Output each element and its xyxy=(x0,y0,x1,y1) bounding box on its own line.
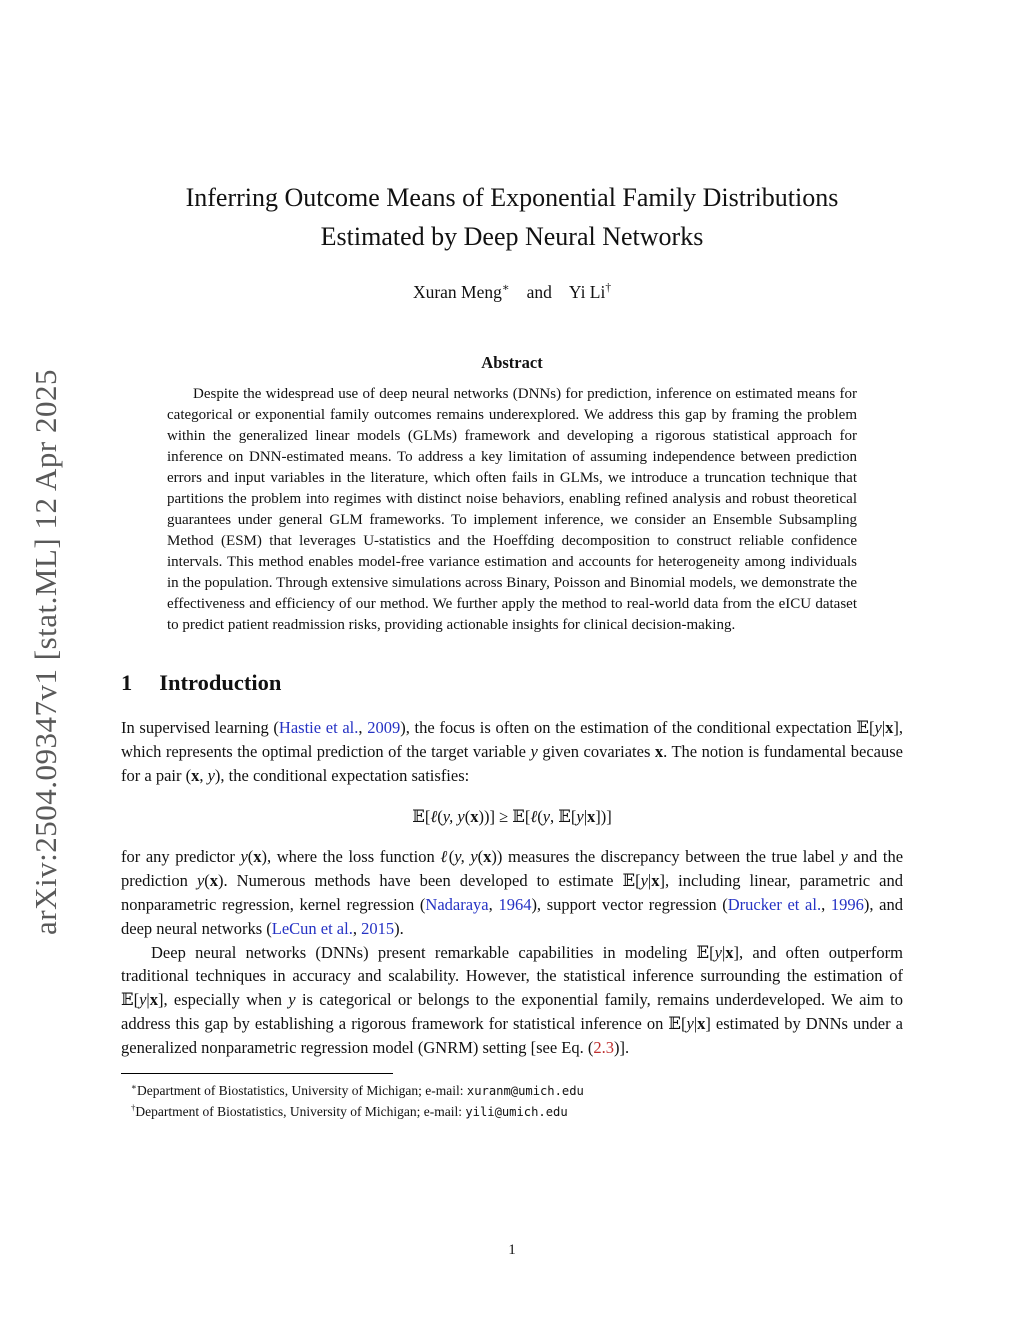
citation-link[interactable]: 1996 xyxy=(830,894,864,914)
text-segment: x xyxy=(149,990,158,1010)
text-segment: and the prediction xyxy=(121,847,904,891)
text-segment: , xyxy=(358,718,368,737)
text-segment: | xyxy=(647,871,652,891)
citation-link[interactable]: 2015 xyxy=(361,918,395,938)
text-segment: Department of Biostatistics, University of Michigan; e-mail: xyxy=(135,1103,466,1119)
text-segment: Deep neural networks (DNNs) present remarkable capabilities in modeling 𝔼[ xyxy=(151,942,715,962)
text-segment: yili@umich.edu xyxy=(465,1104,568,1119)
text-segment: x xyxy=(697,1013,706,1033)
text-segment: y xyxy=(207,765,215,785)
section-number: 1 xyxy=(121,670,133,695)
footnote-author-2 xyxy=(131,1102,903,1122)
text-segment: In supervised learning ( xyxy=(121,718,279,737)
citation-link[interactable]: Drucker et al. xyxy=(727,894,822,914)
text-segment: Department of Biostatistics, University of Michigan; e-mail: xyxy=(136,1082,467,1098)
display-equation xyxy=(121,807,903,827)
text-segment: y xyxy=(576,807,584,827)
text-segment: | xyxy=(693,1013,698,1033)
text-segment: x xyxy=(191,765,200,785)
citation-link[interactable]: 2009 xyxy=(367,718,401,737)
abstract-heading: Abstract xyxy=(481,353,543,372)
text-segment: ), where the loss function xyxy=(261,847,441,867)
equation-ref-link[interactable]: 2.3 xyxy=(593,1037,615,1057)
paper-title-line-1: Inferring Outcome Means of Exponential Family Distributions xyxy=(185,183,839,212)
text-segment: y xyxy=(686,1013,694,1033)
text-segment: ], and often outperform traditional techniques in accuracy and scalability. However, the statistical inference surrounding the estimation of 𝔼[ xyxy=(121,942,903,1010)
text-segment: is categorical or belongs to the exponential family, remains underdeveloped. We aim to address this gap by establishing a rigorous framework for statistical inference on 𝔼[ xyxy=(121,990,903,1033)
text-segment: Yi Li xyxy=(568,282,606,302)
text-segment: y xyxy=(196,871,205,891)
text-segment: ] estimated by DNNs under a generalized nonparametric regression model (GNRM) setting [see Eq. ( xyxy=(121,1013,903,1057)
text-segment: | xyxy=(146,990,150,1010)
text-segment: ], especially when xyxy=(157,990,289,1010)
intro-paragraph-3 xyxy=(121,941,903,1060)
text-segment: † xyxy=(131,1102,136,1113)
abstract-text: Despite the widespread use of deep neural networks (DNNs) for prediction, inference on estimated means for categorical or exponential family outcomes remains underexplored. We address this gap by framing the problem within the generalized linear models (GLMs) framework and developing a rigorous statistical approach for inference on DNN-estimated means. To address a key limitation of assuming independence between prediction errors and input variables in the literature, which often fails in GLMs, we introduce a truncation technique that partitions the problem into regimes with distinct noise behaviors, enabling refined analysis and robust theoretical guarantees under general GLM frameworks. To implement inference, we consider an Ensemble Subsampling Method (ESM) that leverages U-statistics and the Hoeffding decomposition to construct reliable confidence intervals. This method enables model-free variance estimation and accounts for heterogeneity among individuals in the population. Through extensive simulations across Binary, Poisson and Binomial models, we demonstrate the effectiveness and efficiency of our method. We further apply the method to real-world data from the eICU dataset to predict patient readmission risks, providing actionable insights for clinical decision-making. xyxy=(167,386,857,633)
citation-link[interactable]: 1964 xyxy=(498,894,532,914)
text-segment: given covariates xyxy=(537,741,655,761)
text-segment: x xyxy=(470,807,479,827)
text-segment: ). Numerous methods have been developed to estimate 𝔼[ xyxy=(218,871,641,891)
paper-title-line-2: Estimated by Deep Neural Networks xyxy=(320,222,704,251)
text-segment: ∗ xyxy=(131,1081,137,1092)
text-segment: y xyxy=(874,718,882,737)
section-heading-introduction xyxy=(121,670,903,696)
text-segment: ), and deep neural networks ( xyxy=(121,894,903,938)
text-segment: ( xyxy=(448,847,455,867)
text-segment: y xyxy=(530,741,538,761)
text-segment: y xyxy=(288,990,296,1010)
text-segment: y xyxy=(640,871,648,891)
text-segment: ( xyxy=(537,807,543,827)
text-segment: , 𝔼[ xyxy=(550,807,577,827)
footnote-author-1 xyxy=(131,1081,903,1101)
text-segment: , xyxy=(488,894,499,914)
text-segment: ( xyxy=(437,807,443,827)
text-segment: ( xyxy=(247,847,254,867)
text-segment: x xyxy=(253,847,262,867)
text-segment: ( xyxy=(477,847,484,867)
paper-title xyxy=(120,178,904,256)
text-segment: Xuran Meng xyxy=(412,282,502,302)
text-segment: , xyxy=(199,765,208,785)
text-segment: ( xyxy=(204,871,210,891)
text-segment: y xyxy=(139,990,147,1010)
text-segment: ℓ xyxy=(440,847,449,867)
text-segment: xuranm@umich.edu xyxy=(466,1083,584,1098)
text-segment: ])] xyxy=(595,807,612,827)
intro-paragraph-1 xyxy=(121,716,903,787)
text-segment: y, y xyxy=(442,807,465,827)
text-segment: | xyxy=(721,942,726,962)
text-segment: y xyxy=(714,942,722,962)
text-segment: x xyxy=(483,847,492,867)
abstract-section xyxy=(167,353,857,636)
text-segment: for any predictor xyxy=(121,847,241,867)
text-segment: , xyxy=(352,918,362,938)
text-segment: | xyxy=(881,718,886,737)
arxiv-watermark: arXiv:2504.09347v1 [stat.ML] 12 Apr 2025 xyxy=(28,369,63,935)
text-segment: ( xyxy=(464,807,471,827)
page-number: 1 xyxy=(508,1242,516,1258)
citation-link[interactable]: Hastie et al. xyxy=(278,718,359,737)
text-segment: ), support vector regression ( xyxy=(531,894,728,914)
text-segment: † xyxy=(605,282,612,295)
text-segment: )) measures the discrepancy between the true label xyxy=(491,847,841,867)
text-segment: y xyxy=(542,807,551,827)
citation-link[interactable]: LeCun et al. xyxy=(271,918,353,938)
text-segment: ∗ xyxy=(501,282,510,295)
text-segment: ). xyxy=(394,918,404,938)
intro-paragraph-2 xyxy=(121,845,903,940)
section-title: Introduction xyxy=(159,670,282,695)
authors-line xyxy=(0,282,1024,303)
text-segment: . The notion is fundamental because for a pair ( xyxy=(121,741,903,785)
text-segment: ℓ xyxy=(430,807,438,827)
text-segment: , xyxy=(821,894,831,914)
text-segment: x xyxy=(651,871,660,891)
text-segment: ), the focus is often on the estimation of the conditional expectation 𝔼[ xyxy=(400,718,875,737)
text-segment: x xyxy=(654,741,664,761)
text-segment: | xyxy=(583,807,587,827)
text-segment: y xyxy=(240,847,248,867)
text-segment: y, y xyxy=(454,847,478,867)
text-segment: x xyxy=(209,871,219,891)
text-segment: x xyxy=(587,807,596,827)
text-segment: x xyxy=(885,718,894,737)
footnote-divider xyxy=(121,1073,393,1074)
text-segment: ], which represents the optimal prediction of the target variable xyxy=(121,718,904,761)
text-segment: ℓ xyxy=(530,807,538,827)
text-segment: ))] ≥ 𝔼[ xyxy=(478,807,531,827)
citation-link[interactable]: Nadaraya xyxy=(425,894,489,914)
text-segment: 𝔼[ xyxy=(412,807,431,827)
text-segment: and xyxy=(526,282,552,302)
text-segment: ], including linear, parametric and nonparametric regression, kernel regression ( xyxy=(121,871,903,914)
text-segment: y xyxy=(840,847,848,867)
text-segment: ), the conditional expectation satisfies: xyxy=(214,765,470,785)
text-segment: x xyxy=(725,942,734,962)
text-segment: )]. xyxy=(614,1037,630,1057)
